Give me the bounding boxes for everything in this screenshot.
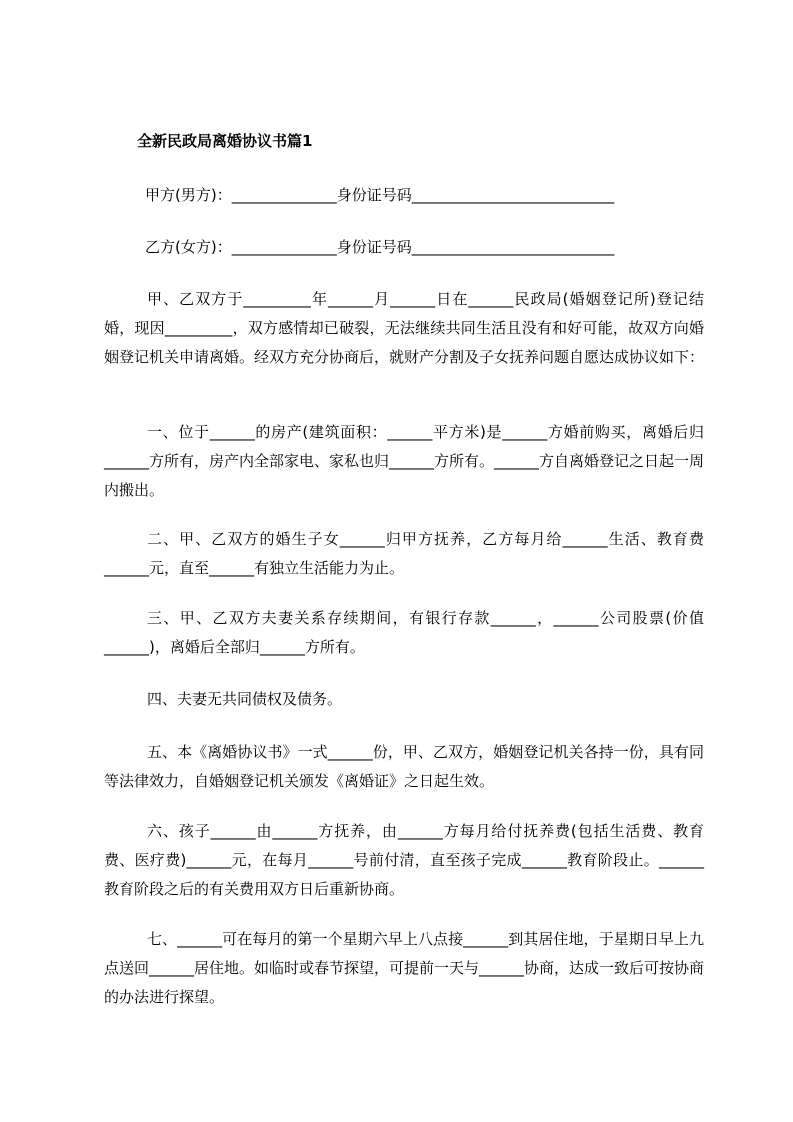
party-a-line: 甲方(男方)：______________身份证号码___________________________ — [145, 186, 615, 204]
clause-2: 二、甲、乙双方的婚生子女______归甲方抚养，乙方每月给______生活、教育费______元，直至______有独立生活能力为止。 — [104, 530, 704, 577]
clause-5: 五、本《离婚协议书》一式______份，甲、乙双方，婚姻登记机关各持一份，具有同等法律效力，自婚姻登记机关颁发《离婚证》之日起生效。 — [104, 743, 704, 790]
clause-4: 四、夫妻无共同债权及债务。 — [147, 690, 343, 708]
clause-7: 七、______可在每月的第一个星期六早上八点接______到其居住地，于星期日早上九点送回______居住地。如临时或春节探望，可提前一天与______协商，达成一致后可按协商的办法进行探望。 — [104, 930, 705, 1006]
document-title: 全新民政局离婚协议书篇1 — [137, 132, 313, 150]
intro-paragraph: 甲、乙双方于_________年______月______日在______民政局(婚姻登记所)登记结婚，现因_________，双方感情却已破裂，无法继续共同生活且没有和好可能，故双方向婚姻登记机关申请离婚。经双方充分协商后，就财产分割及子女抚养问题自愿达成协议如下： — [104, 290, 705, 366]
clause-3: 三、甲、乙双方夫妻关系存续期间，有银行存款______，______公司股票(价值______)，离婚后全部归______方所有。 — [104, 609, 704, 656]
party-b-line: 乙方(女方)：______________身份证号码___________________________ — [145, 238, 615, 256]
clause-6: 六、孩子______由______方抚养，由______方每月给付抚养费(包括生活费、教育费、医疗费)______元，在每月______号前付清，直至孩子完成______教育阶段止。______教育阶段之后的有关费用双方日后重新协商。 — [104, 822, 704, 898]
clause-1: 一、位于______的房产(建筑面积：______平方米)是______方婚前购买，离婚后归______方所有，房产内全部家电、家私也归______方所有。______方自离婚登记之日起一周内搬出。 — [104, 423, 705, 499]
